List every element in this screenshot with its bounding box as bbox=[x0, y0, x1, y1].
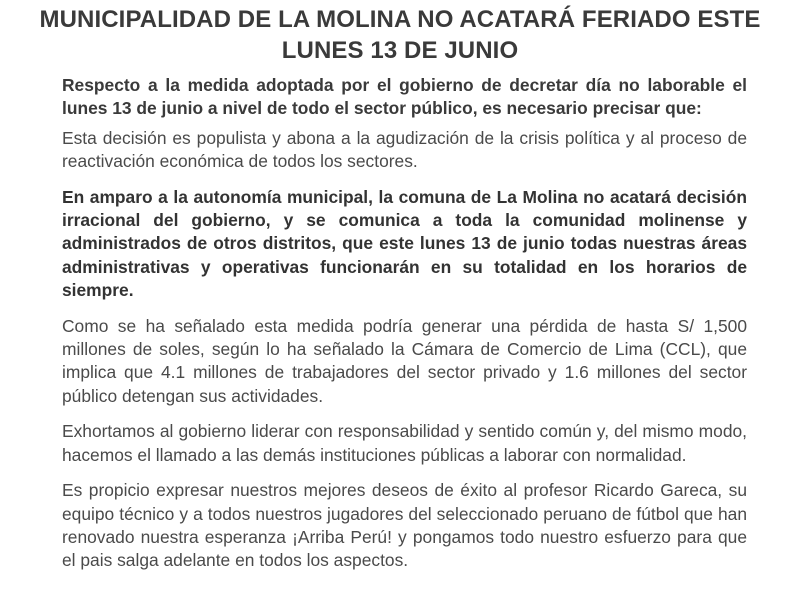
paragraph-football-wishes: Es propicio expresar nuestros mejores deseos de éxito al profesor Ricardo Gareca, su equipo técnico y a todos nuestros jugadores del seleccionado peruano de fútbol que han renovado nuestra esperanza ¡Arriba Perú! y pongamos todo nuestro esfuerzo para que el pais salga adelante en todos los aspectos. bbox=[62, 480, 747, 571]
title-line-1: MUNICIPALIDAD DE LA MOLINA NO ACATARÁ FERIADO ESTE bbox=[39, 6, 761, 33]
document-body bbox=[62, 74, 747, 585]
intro-paragraph: Respecto a la medida adoptada por el gobierno de decretar día no laborable el lunes 13 de junio a nivel de todo el sector público, es necesario precisar que: bbox=[62, 75, 747, 119]
paragraph-municipal-autonomy: En amparo a la autonomía municipal, la comuna de La Molina no acatará decisión irracional del gobierno, y se comunica a toda la comunidad molinense y administrados de otros distritos, que este lunes 13 de junio todas nuestras áreas administrativas y operativas funcionarán en su totalidad en los horarios de siempre. bbox=[62, 186, 747, 301]
paragraph-populist-decision: Esta decisión es populista y abona a la agudización de la crisis política y al proceso de reactivación económica de todos los sectores. bbox=[62, 127, 747, 172]
paragraph-exhortation: Exhortamos al gobierno liderar con responsabilidad y sentido común y, del mismo modo, hacemos el llamado a las demás instituciones públicas a laborar con normalidad. bbox=[62, 421, 747, 465]
paragraph-economic-loss: Como se ha señalado esta medida podría generar una pérdida de hasta S/ 1,500 millones de soles, según lo ha señalado la Cámara de Comercio de Lima (CCL), que implica que 4.1 millones de trabajadores del sector privado y 1.6 millones del sector público detengan sus actividades. bbox=[62, 315, 747, 406]
document-title bbox=[0, 0, 800, 66]
title-line-2: LUNES 13 DE JUNIO bbox=[281, 37, 519, 64]
